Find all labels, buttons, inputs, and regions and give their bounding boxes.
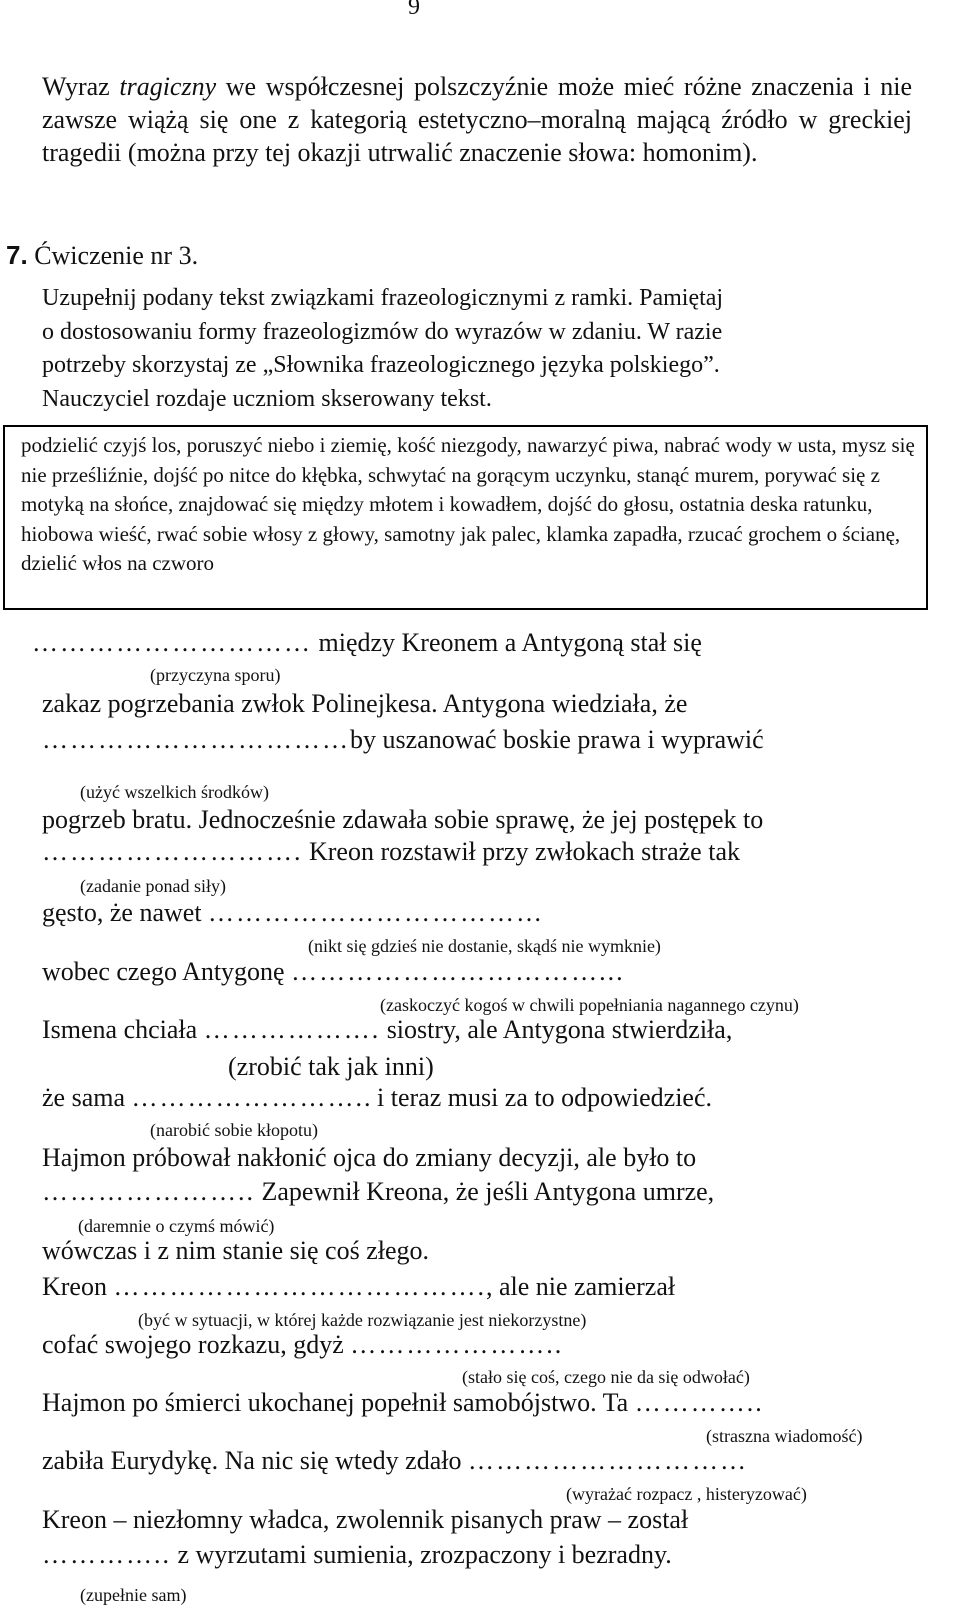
- instruction-line: Uzupełnij podany tekst związkami frazeologicznymi z ramki. Pamiętaj: [42, 285, 724, 311]
- hint-10: (straszna wiadomość): [706, 1426, 863, 1446]
- fill-line-13: wówczas i z nim stanie się coś złego.: [42, 1236, 429, 1265]
- fill-line-6: [42, 898, 544, 928]
- line-text: siostry, ale Antygona stwierdziła,: [380, 1015, 733, 1044]
- fill-line-9: (zrobić tak jak inni): [228, 1052, 434, 1081]
- exercise-title: Ćwiczenie nr 3.: [34, 241, 199, 270]
- blank[interactable]: ……………….: [203, 1015, 381, 1044]
- line-text: wobec czego Antygonę: [42, 957, 292, 986]
- page-number: 9: [408, 0, 420, 20]
- line-text: , ale nie zamierzał: [485, 1272, 676, 1301]
- fill-line-1: [32, 628, 702, 658]
- exercise-instructions: [42, 282, 932, 416]
- fill-line-19: [42, 1540, 672, 1570]
- fill-line-16: [42, 1388, 764, 1418]
- instruction-line: Nauczyciel rozdaje uczniom skserowany tekst.: [42, 385, 492, 412]
- instruction-line: o dostosowaniu formy frazeologizmów do wyrazów w zdaniu. W razie: [42, 318, 723, 345]
- blank[interactable]: ………………………………: [208, 898, 545, 927]
- line-text: z wyrzutami sumienia, zrozpaczony i bezradny.: [171, 1540, 672, 1569]
- intro-italic-word: tragiczny: [119, 72, 217, 101]
- line-text: . i teraz musi za to odpowiedzieć.: [364, 1083, 712, 1112]
- blank[interactable]: ……………………………...: [291, 957, 625, 986]
- line-text: Kreon rozstawił przy zwłokach straże tak: [302, 837, 740, 866]
- line-text: by uszanować boskie prawa i wyprawić: [350, 725, 764, 754]
- hint-8: (być w sytuacji, w której każde rozwiązanie jest niekorzystne): [138, 1310, 587, 1330]
- line-text: Ismena chciała: [42, 1015, 204, 1044]
- hint-3: (zadanie ponad siły): [80, 876, 226, 896]
- hint-1: (przyczyna sporu): [150, 665, 281, 685]
- blank[interactable]: …………………..: [350, 1330, 564, 1359]
- hint-9: (stało się coś, czego nie da się odwołać): [462, 1367, 750, 1387]
- hint-4: (nikt się gdzieś nie dostanie, skądś nie wymknie): [308, 936, 661, 956]
- line-text: między Kreonem a Antygoną stał się: [312, 628, 702, 657]
- line-text: że sama: [42, 1083, 132, 1112]
- fill-line-7: [42, 957, 625, 987]
- blank[interactable]: ……………………….: [42, 837, 303, 866]
- hint-7: (daremnie o czymś mówić): [78, 1216, 275, 1236]
- line-text: Zapewnił Kreona, że jeśli Antygona umrze,: [255, 1177, 715, 1206]
- fill-line-4: pogrzeb bratu. Jednocześnie zdawała sobie sprawę, że jej postępek to: [42, 805, 764, 834]
- line-text: cofać swojego rozkazu, gdyż: [42, 1330, 351, 1359]
- exercise-heading: [6, 240, 198, 271]
- fill-line-17: [42, 1446, 748, 1476]
- blank[interactable]: ………………………………….: [113, 1272, 486, 1301]
- intro-text-after: we współczesnej polszczyźnie może mieć różne znaczenia i nie zawsze wiążą się one z kategorią estetyczno–moralną mającą źródło w greckiej tragedii (można przy tej okazji utrwalić znaczenie słowa: homonim).: [42, 72, 913, 167]
- line-text: gęsto, że nawet: [42, 898, 209, 927]
- fill-line-18: Kreon – niezłomny władca, zwolennik pisanych praw – został: [42, 1505, 689, 1534]
- intro-text-before: Wyraz: [42, 72, 120, 101]
- line-text: Kreon: [42, 1272, 114, 1301]
- fill-line-12: [42, 1177, 714, 1207]
- fill-line-5: [42, 837, 740, 867]
- hint-11: (wyrażać rozpacz , histeryzować): [566, 1484, 807, 1504]
- hint-2: (użyć wszelkich środków): [80, 782, 269, 802]
- instruction-line: potrzeby skorzystaj ze „Słownika frazeologicznego języka polskiego”.: [42, 352, 720, 378]
- blank[interactable]: …………………………: [467, 1446, 748, 1475]
- fill-line-8: [42, 1015, 732, 1045]
- blank[interactable]: …………..: [42, 1540, 171, 1569]
- blank[interactable]: …………………..: [42, 1177, 255, 1206]
- hint-5: (zaskoczyć kogoś w chwili popełniania nagannego czynu): [380, 995, 799, 1015]
- exercise-number: 7.: [6, 240, 28, 270]
- fill-line-10: [42, 1083, 712, 1113]
- fill-line-11: Hajmon próbował nakłonić ojca do zmiany decyzji, ale było to: [42, 1143, 697, 1172]
- phrase-box: podzielić czyjś los, poruszyć niebo i ziemię, kość niezgody, nawarzyć piwa, nabrać wody w usta, mysz się nie prześliźnie, dojść po nitce do kłębka, schwytać na gorącym uczynku, stanąć murem, porywać się z motyką na słońce, znajdować się między młotem i kowadłem, dojść do głosu, ostatnia deska ratunku, hiobowa wieść, rwać sobie włosy z głowy, samotny jak palec, klamka zapadła, rzucać grochem o ścianę, dzielić włos na czworo: [3, 425, 928, 610]
- line-text: zabiła Eurydykę. Na nic się wtedy zdało: [42, 1446, 468, 1475]
- fill-line-14: [42, 1272, 675, 1302]
- hint-6: (narobić sobie kłopotu): [150, 1120, 318, 1140]
- hint-12: (zupełnie sam): [80, 1585, 187, 1605]
- intro-paragraph: [42, 70, 912, 169]
- fill-line-15: [42, 1330, 563, 1360]
- line-text: Hajmon po śmierci ukochanej popełnił samobójstwo. Ta: [42, 1388, 635, 1417]
- blank[interactable]: …………………………: [32, 628, 312, 657]
- blank[interactable]: …………………….: [131, 1083, 365, 1112]
- blank[interactable]: …………..: [634, 1388, 764, 1417]
- blank[interactable]: ……………………………: [42, 725, 350, 754]
- fill-line-3: [42, 725, 764, 755]
- fill-line-2: zakaz pogrzebania zwłok Polinejkesa. Antygona wiedziała, że: [42, 689, 688, 718]
